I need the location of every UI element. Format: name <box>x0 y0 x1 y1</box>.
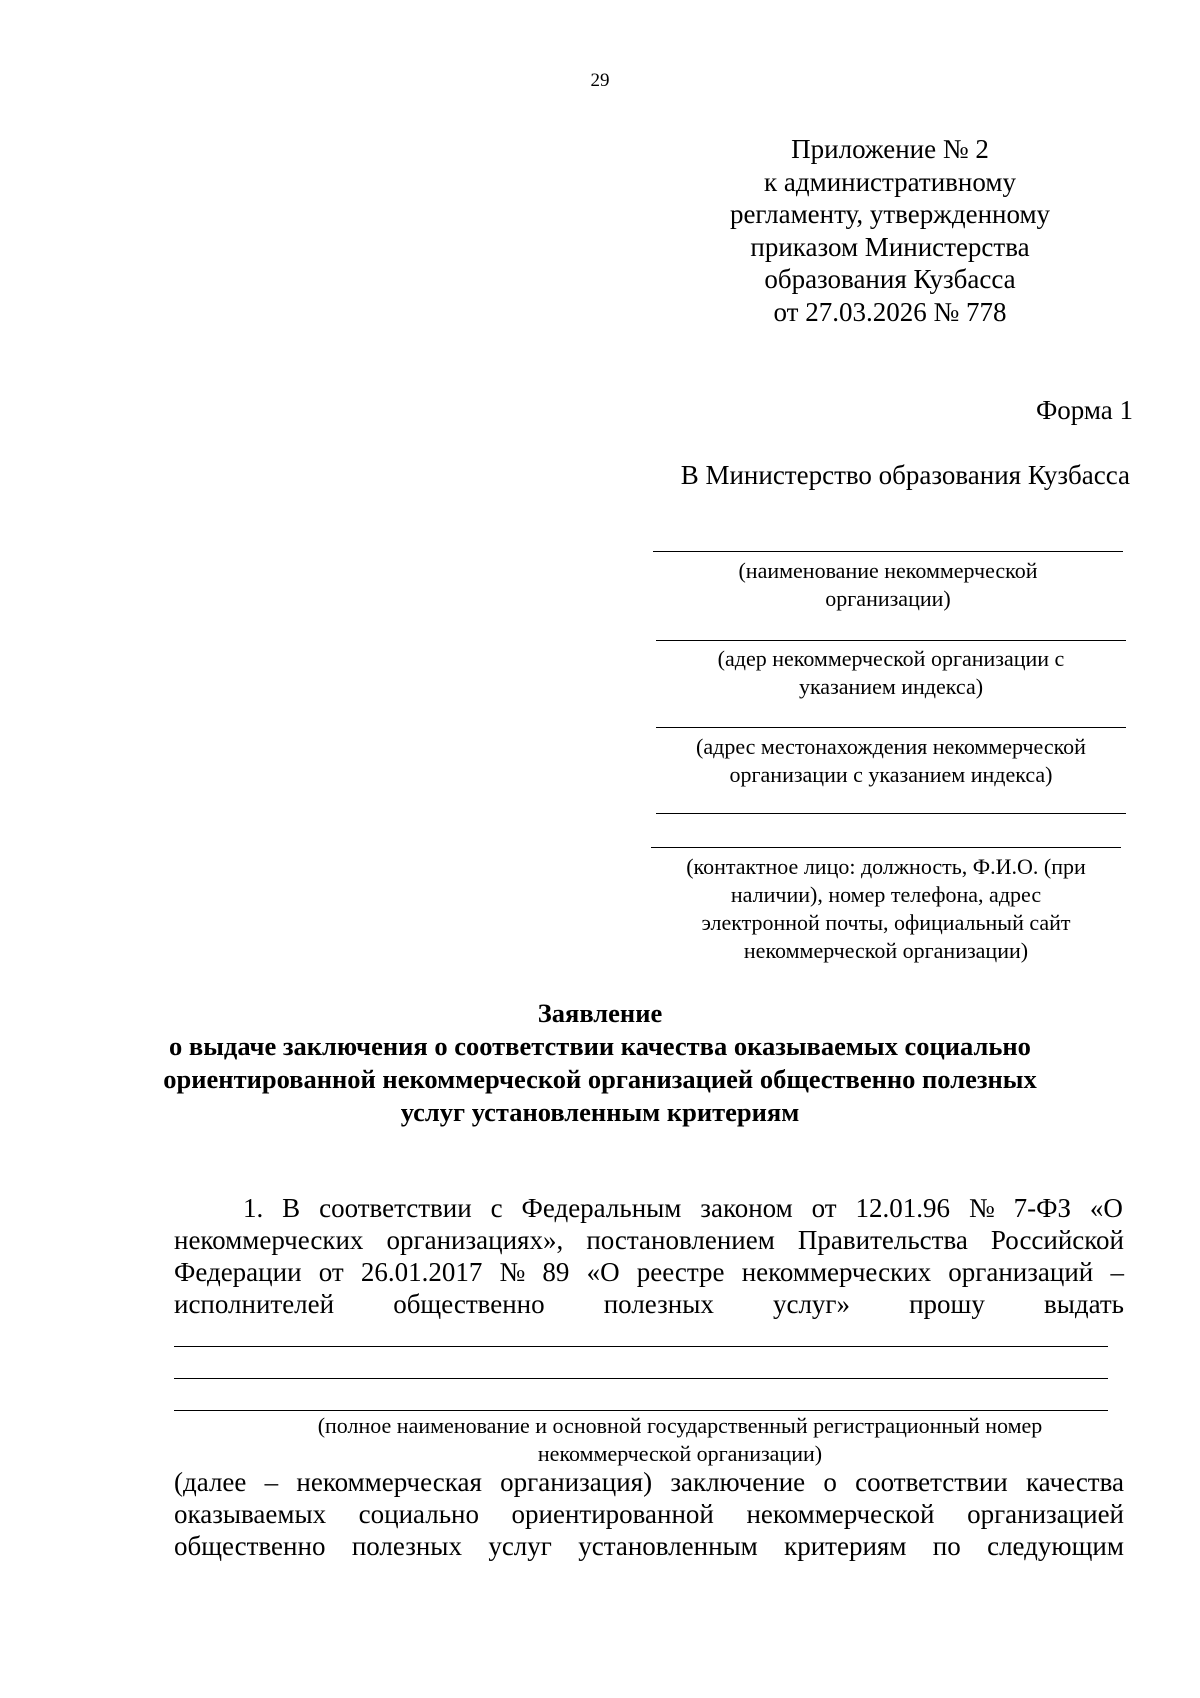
org-full-name-line-1[interactable] <box>174 1346 1108 1347</box>
appendix-line: к административному <box>764 166 1016 197</box>
org-name-caption: (наименование некоммерческой организации) <box>738 558 1038 611</box>
org-name-field-line[interactable] <box>653 551 1123 552</box>
appendix-header <box>700 133 1080 328</box>
title-line: услуг установленным критериям <box>400 1097 800 1127</box>
para1-line: Федерации от 26.01.2017 № 89 «О реестре некоммерческих организаций – <box>174 1257 1124 1287</box>
form-label: Форма 1 <box>1035 395 1133 425</box>
appendix-line: регламенту, утвержденному <box>729 199 1051 229</box>
para2-line: оказываемых социально ориентированной некоммерческой организацией <box>174 1499 1124 1529</box>
contact-field-line-1[interactable] <box>656 813 1126 814</box>
para2-line: общественно полезных услуг установленным критериям по следующим <box>174 1531 1124 1561</box>
appendix-line: от 27.03.2026 № 778 <box>773 296 1007 327</box>
para1-line: 1. В соответствии с Федеральным законом от 12.01.96 № 7-ФЗ «О <box>243 1193 1123 1223</box>
org-full-name-line-3[interactable] <box>174 1410 1108 1411</box>
org-full-name-line-2[interactable] <box>174 1378 1108 1379</box>
org-address-caption: (адер некоммерческой организации с указанием индекса) <box>717 646 1065 699</box>
title-line: Заявление <box>537 998 663 1028</box>
appendix-line: образования Кузбасса <box>764 264 1016 294</box>
location-field-line[interactable] <box>656 727 1126 728</box>
org-address-field-line[interactable] <box>656 640 1126 641</box>
appendix-line: Приложение № 2 <box>791 134 989 164</box>
contact-caption: (контактное лицо: должность, Ф.И.О. (при наличии), номер телефона, адрес электронной почты, официальный сайт некоммерческой организации) <box>686 854 1086 963</box>
para2-line: (далее – некоммерческая организация) заключение о соответствии качества <box>174 1467 1124 1497</box>
addressee: В Министерство образования Кузбасса <box>680 460 1130 490</box>
contact-field-line-2[interactable] <box>651 847 1121 848</box>
para1-line: некоммерческих организациях», постановлением Правительства Российской <box>174 1225 1124 1255</box>
page-number: 29 <box>590 70 610 91</box>
org-full-name-caption: (полное наименование и основной государственный регистрационный номер некоммерческой организации) <box>317 1413 1043 1466</box>
title-line: о выдаче заключения о соответствии качества оказываемых социально <box>169 1031 1031 1061</box>
para1-line: исполнителей общественно полезных услуг» прошу выдать <box>174 1289 1124 1319</box>
location-caption: (адрес местонахождения некоммерческой организации с указанием индекса) <box>696 734 1086 787</box>
title-line: ориентированной некоммерческой организацией общественно полезных <box>163 1064 1037 1094</box>
appendix-line: приказом Министерства <box>750 231 1030 262</box>
document-title <box>150 997 1050 1129</box>
